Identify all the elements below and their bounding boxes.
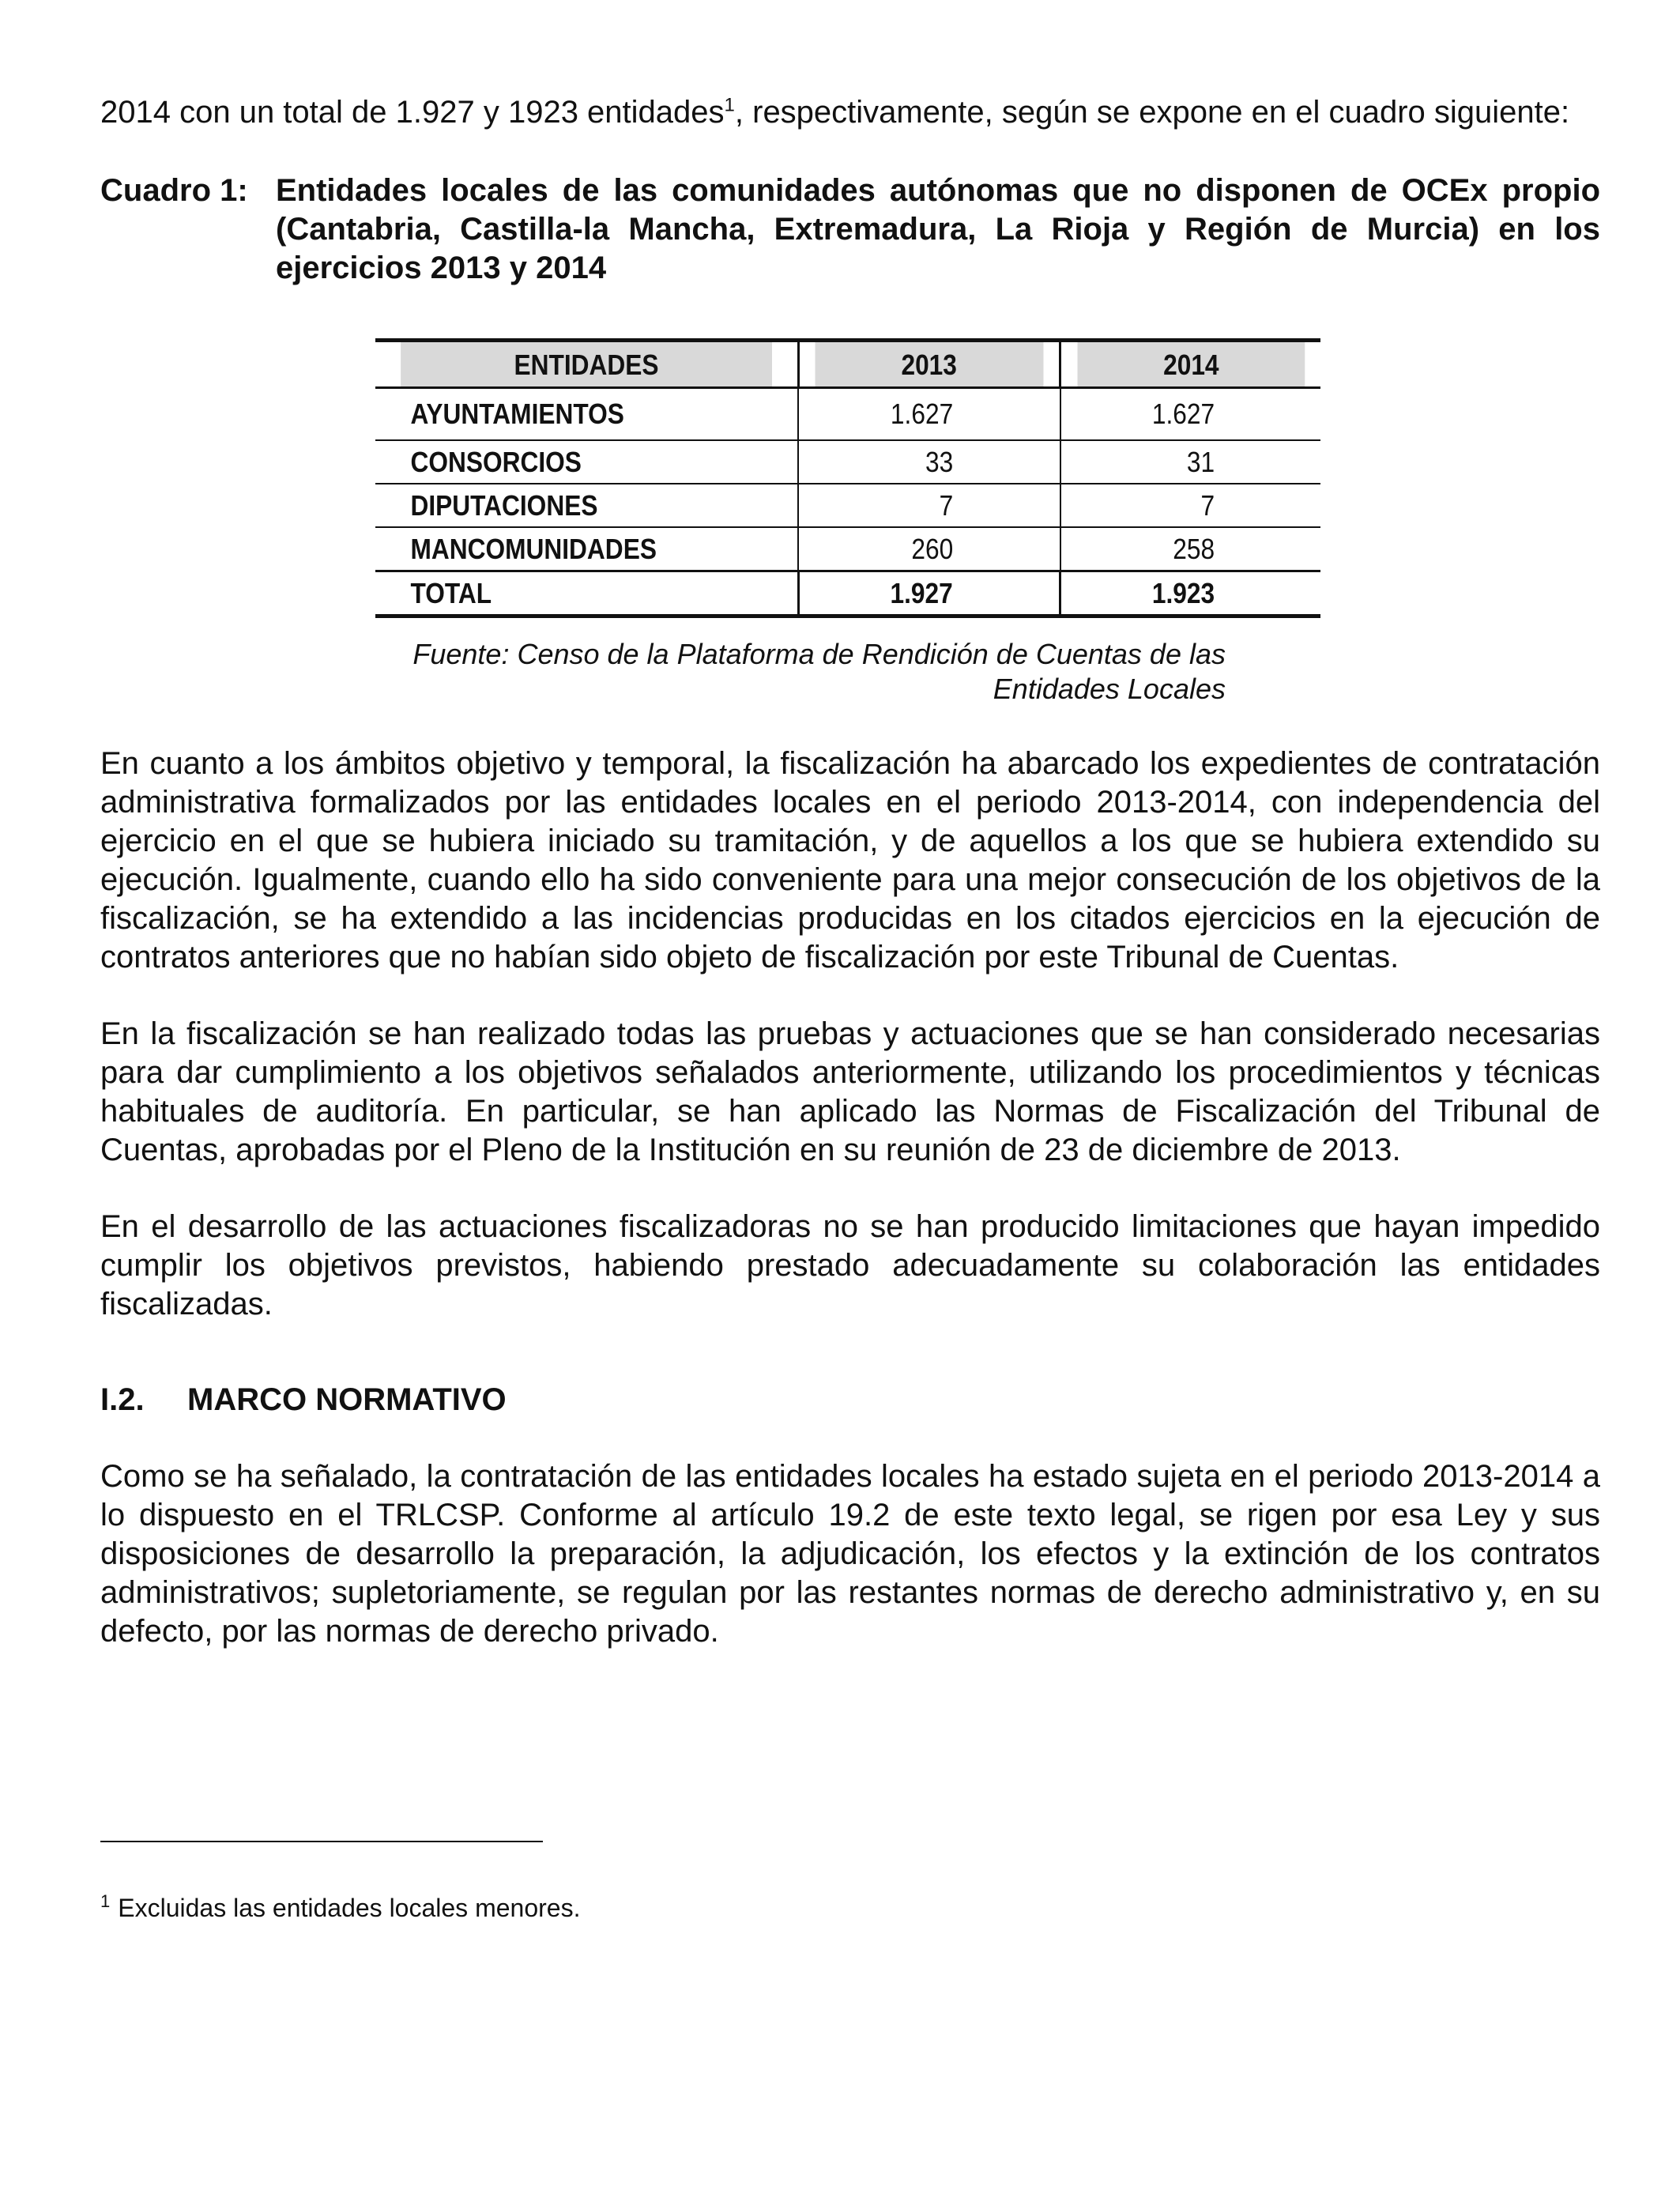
row-label: DIPUTACIONES <box>401 484 773 527</box>
table-caption <box>100 172 1600 288</box>
body-paragraph: En la fiscalización se han realizado todas las pruebas y actuaciones que se han considerado necesarias para dar cumplimiento a los objetivos señalados anteriormente, utilizando los procedimientos y técnicas habituales de auditoría. En particular, se han aplicado las Normas de Fiscalización del Tribunal de Cuentas, aprobadas por el Pleno de la Institución en su reunión de 23 de diciembre de 2013. <box>100 1016 1600 1167</box>
footnote <box>100 1892 580 1924</box>
caption-label: Cuadro 1: <box>100 173 248 208</box>
section-number: I.2. <box>100 1382 145 1417</box>
cell-2014: 31 <box>1075 440 1305 484</box>
header-entidades: ENTIDADES <box>401 341 773 388</box>
header-2013: 2013 <box>814 341 1045 388</box>
body-paragraph: En el desarrollo de las actuaciones fiscalizadoras no se han producido limitaciones que hayan impedido cumplir los objetivos previstos, habiendo prestado adecuadamente su colaboración las entidades fiscalizadas. <box>100 1209 1600 1321</box>
cell-2014: 7 <box>1075 484 1305 527</box>
entities-table-wrap <box>375 338 1320 707</box>
section-heading <box>100 1381 1600 1419</box>
header-2014: 2014 <box>1075 341 1305 388</box>
cell-2014: 258 <box>1075 527 1305 571</box>
footnote-text: Excluidas las entidades locales menores. <box>118 1894 581 1922</box>
cell-2014: 1.923 <box>1075 571 1305 616</box>
footnote-reference[interactable]: 1 <box>724 94 735 116</box>
table-header-row <box>375 341 1320 388</box>
table-row <box>375 527 1320 571</box>
body-paragraph: Como se ha señalado, la contratación de las entidades locales ha estado sujeta en el periodo 2013-2014 a lo dispuesto en el TRLCSP. Conforme al artículo 19.2 de este texto legal, se rigen por esa Ley y sus disposiciones de desarrollo la preparación, la adjudicación, los efectos y la extinción de los contratos administrativos; supletoriamente, se regulan por las restantes normas de derecho administrativo y, en su defecto, por las normas de derecho privado. <box>100 1459 1600 1649</box>
cell-2013: 1.927 <box>814 571 1045 616</box>
body-paragraph: En cuanto a los ámbitos objetivo y temporal, la fiscalización ha abarcado los expedientes de contratación administrativa formalizados por las entidades locales en el periodo 2013-2014, con independencia del ejercicio en el que se hubiera iniciado su tramitación, y de aquellos a los que se hubiera extendido su ejecución. Igualmente, cuando ello ha sido conveniente para una mejor consecución de los objetivos de la fiscalización, se ha extendido a las incidencias producidas en los citados ejercicios en la ejecución de contratos anteriores que no habían sido objeto de fiscalización por este Tribunal de Cuentas. <box>100 746 1600 974</box>
cell-2013: 7 <box>814 484 1045 527</box>
cell-2013: 260 <box>814 527 1045 571</box>
document-page <box>100 93 1600 1651</box>
footnote-divider <box>100 1841 543 1842</box>
row-label: AYUNTAMIENTOS <box>401 388 773 441</box>
table-total-row <box>375 571 1320 616</box>
intro-paragraph: 2014 con un total de 1.927 y 1923 entidades$^1$, respectivamente, según se expone en el cuadro siguiente: <box>100 94 1570 130</box>
row-label: MANCOMUNIDADES <box>401 527 773 571</box>
footnote-marker: 1 <box>100 1891 111 1912</box>
cell-2013: 33 <box>814 440 1045 484</box>
caption-text: Entidades locales de las comunidades autónomas que no disponen de OCEx propio (Cantabria, Castilla-la Mancha, Extremadura, La Rioja y Región de Murcia) en los ejercicios 2013 y 2014 <box>276 173 1600 285</box>
section-title: MARCO NORMATIVO <box>187 1382 507 1417</box>
entities-table <box>375 338 1320 618</box>
cell-2014: 1.627 <box>1075 388 1305 441</box>
row-label: CONSORCIOS <box>401 440 773 484</box>
cell-2013: 1.627 <box>814 388 1045 441</box>
table-row <box>375 388 1320 441</box>
table-row <box>375 440 1320 484</box>
row-label: TOTAL <box>401 571 773 616</box>
table-row <box>375 484 1320 527</box>
table-source: Fuente: Censo de la Plataforma de Rendición de Cuentas de las Entidades Locales <box>412 638 1226 705</box>
